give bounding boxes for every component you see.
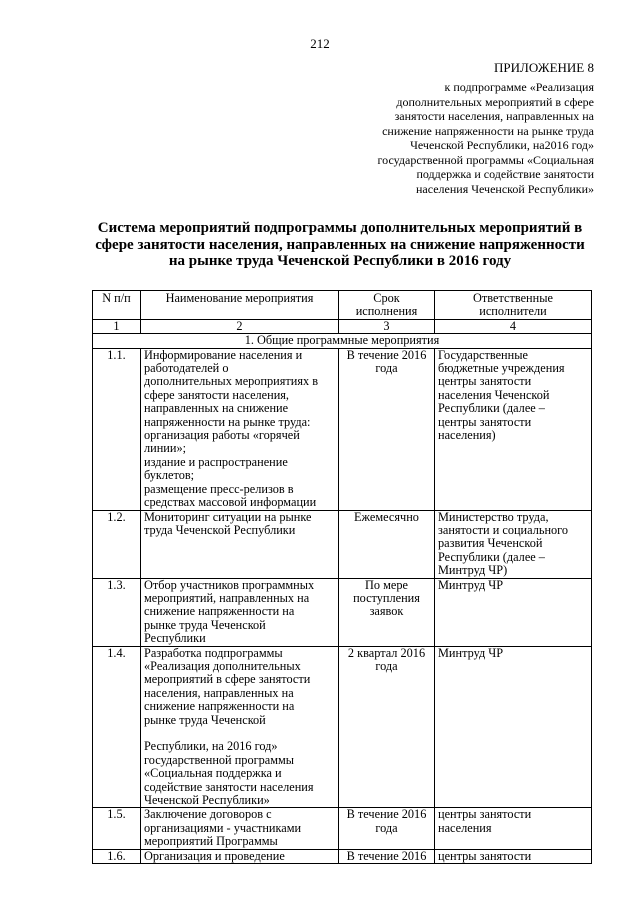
cell-line: занятости и социального bbox=[438, 522, 569, 537]
title-line: Система мероприятий подпрограммы дополнительных мероприятий в bbox=[97, 220, 583, 236]
cell-line: Организация и проведение bbox=[144, 848, 285, 863]
column-number: 3 bbox=[339, 319, 435, 333]
activity-responsible bbox=[435, 578, 592, 646]
activity-term bbox=[339, 849, 435, 863]
cell-line: «Реализация дополнительных bbox=[144, 658, 301, 673]
cell-line: буклетов; bbox=[144, 468, 195, 483]
row-number: 1.3. bbox=[93, 578, 141, 646]
cell-line: бюджетные учреждения bbox=[438, 361, 565, 376]
activity-term bbox=[339, 646, 435, 808]
header-number bbox=[93, 291, 141, 320]
cell-line: снижение напряженности на bbox=[144, 699, 295, 714]
table-row bbox=[93, 348, 592, 510]
header-row bbox=[93, 291, 592, 320]
cell-line: исполнители bbox=[479, 304, 547, 319]
cell-line: населения, направленных на bbox=[144, 685, 294, 700]
cell-line: По мере bbox=[365, 577, 408, 592]
section-title: 1. Общие программные мероприятия bbox=[93, 334, 592, 348]
cell-line: мероприятий в сфере занятости bbox=[144, 672, 311, 687]
activity-responsible bbox=[435, 849, 592, 863]
cell-line: Государственные bbox=[438, 347, 528, 362]
table-row bbox=[93, 646, 592, 808]
reference-line: поддержка и содействие занятости bbox=[416, 167, 594, 181]
activity-name bbox=[141, 348, 339, 510]
reference-line: к подпрограмме «Реализация bbox=[444, 80, 594, 94]
activity-term bbox=[339, 808, 435, 849]
cell-line: Республики (далее – bbox=[438, 401, 545, 416]
cell-line: Разработка подпрограммы bbox=[144, 645, 283, 660]
cell-line: сфере занятости населения, bbox=[144, 387, 290, 402]
cell-line: исполнения bbox=[355, 304, 418, 319]
cell-line: труда Чеченской Республики bbox=[144, 522, 296, 537]
activity-name bbox=[141, 849, 339, 863]
cell-line: Заключение договоров с bbox=[144, 807, 272, 822]
cell-line: Республики (далее – bbox=[438, 549, 545, 564]
row-number: 1.2. bbox=[93, 510, 141, 578]
title-line: на рынке труда Чеченской Республики в 2016 году bbox=[168, 253, 512, 269]
activity-name bbox=[141, 510, 339, 578]
cell-line: 2 квартал 2016 bbox=[347, 645, 426, 660]
cell-line: дополнительных мероприятиях в bbox=[144, 374, 319, 389]
header-responsible bbox=[435, 291, 592, 320]
cell-line: Ежемесячно bbox=[354, 509, 419, 524]
cell-line: государственной программы bbox=[144, 752, 295, 767]
reference-line: дополнительных мероприятий в сфере bbox=[396, 94, 594, 109]
cell-line: линии»; bbox=[144, 441, 187, 456]
cell-line: года bbox=[375, 820, 398, 835]
reference-line: Чеченской Республики, на2016 год» bbox=[410, 138, 594, 152]
cell-line: Республики bbox=[144, 631, 206, 646]
cell-line: направленных на снижение bbox=[144, 401, 289, 416]
row-number: 1.5. bbox=[93, 808, 141, 849]
row-number: 1.4. bbox=[93, 646, 141, 808]
cell-line: Минтруд ЧР bbox=[438, 645, 504, 660]
cell-line: года bbox=[375, 361, 398, 376]
cell-line: заявок bbox=[369, 604, 404, 619]
cell-line: Информирование населения и bbox=[144, 347, 303, 362]
cell-line: развития Чеченской bbox=[438, 536, 543, 551]
row-number: 1.6. bbox=[93, 849, 141, 863]
column-number-row bbox=[93, 319, 592, 333]
activity-responsible bbox=[435, 646, 592, 808]
cell-line: средствах массовой информации bbox=[144, 495, 317, 510]
cell-line: населения bbox=[438, 820, 492, 835]
cell-line: Республики, на 2016 год» bbox=[144, 739, 278, 754]
activity-name bbox=[141, 646, 339, 808]
cell-line: центры занятости bbox=[438, 414, 532, 429]
cell-line: населения Чеченской bbox=[438, 387, 550, 402]
reference-line: снижение напряженности на рынке труда bbox=[382, 123, 594, 138]
cell-line: В течение 2016 bbox=[346, 807, 427, 822]
cell-line: Министерство труда, bbox=[438, 509, 549, 524]
cell-line: В течение 2016 bbox=[346, 347, 427, 362]
cell-line: мероприятий Программы bbox=[144, 834, 278, 849]
cell-line bbox=[144, 727, 335, 740]
cell-line: центры занятости bbox=[438, 374, 532, 389]
cell-line: рынке труда Чеченской bbox=[144, 712, 266, 727]
cell-line: Срок bbox=[373, 291, 400, 305]
cell-line: размещение пресс-релизов в bbox=[144, 481, 294, 496]
activity-responsible bbox=[435, 348, 592, 510]
reference-line: населения Чеченской Республики» bbox=[415, 181, 594, 196]
activity-term bbox=[339, 510, 435, 578]
cell-line: Ответственные bbox=[473, 291, 553, 305]
activity-responsible bbox=[435, 510, 592, 578]
document-title bbox=[88, 220, 592, 270]
table-row bbox=[93, 578, 592, 646]
appendix-reference bbox=[334, 80, 594, 196]
header-term bbox=[339, 291, 435, 320]
appendix-label: ПРИЛОЖЕНИЕ 8 bbox=[494, 60, 594, 75]
cell-line: издание и распространение bbox=[144, 454, 288, 469]
reference-line: занятости населения, направленных на bbox=[394, 109, 594, 123]
activity-term bbox=[339, 578, 435, 646]
cell-line: Минтруд ЧР bbox=[438, 577, 504, 592]
activities-table bbox=[92, 290, 592, 864]
cell-line: центры занятости bbox=[438, 807, 532, 822]
row-number: 1.1. bbox=[93, 348, 141, 510]
cell-line: N п/п bbox=[102, 291, 131, 305]
reference-line: государственной программы «Социальная bbox=[377, 152, 594, 167]
header-name bbox=[141, 291, 339, 320]
cell-line: мероприятий, направленных на bbox=[144, 590, 310, 605]
cell-line: Отбор участников программных bbox=[144, 577, 315, 592]
cell-line: Наименование мероприятия bbox=[165, 291, 314, 305]
cell-line: организация работы «горячей bbox=[144, 428, 300, 443]
cell-line: В течение 2016 bbox=[346, 848, 427, 863]
table-row bbox=[93, 510, 592, 578]
page-number: 212 bbox=[310, 36, 330, 51]
cell-line: поступления bbox=[353, 590, 420, 605]
section-row bbox=[93, 334, 592, 348]
cell-line: центры занятости bbox=[438, 848, 532, 863]
cell-line: Мониторинг ситуации на рынке bbox=[144, 509, 312, 524]
activity-term bbox=[339, 348, 435, 510]
cell-line: Минтруд ЧР) bbox=[438, 563, 508, 578]
cell-line: «Социальная поддержка и bbox=[144, 766, 282, 781]
column-number: 4 bbox=[435, 319, 592, 333]
activity-name bbox=[141, 808, 339, 849]
cell-line: организациями - участниками bbox=[144, 820, 302, 835]
column-number: 2 bbox=[141, 319, 339, 333]
table-row bbox=[93, 849, 592, 863]
cell-line: года bbox=[375, 658, 398, 673]
title-line: сфере занятости населения, направленных на снижение напряженности bbox=[95, 236, 585, 253]
cell-line: Чеченской Республики» bbox=[144, 793, 270, 808]
table-row bbox=[93, 808, 592, 849]
activity-responsible bbox=[435, 808, 592, 849]
cell-line: населения) bbox=[438, 428, 496, 443]
cell-line: снижение напряженности на bbox=[144, 604, 295, 619]
cell-line: напряженности на рынке труда: bbox=[144, 414, 311, 429]
cell-line: работодателей о bbox=[144, 361, 229, 376]
cell-line: содействие занятости населения bbox=[144, 779, 314, 794]
activity-name bbox=[141, 578, 339, 646]
column-number: 1 bbox=[93, 319, 141, 333]
cell-line: рынке труда Чеченской bbox=[144, 617, 266, 632]
